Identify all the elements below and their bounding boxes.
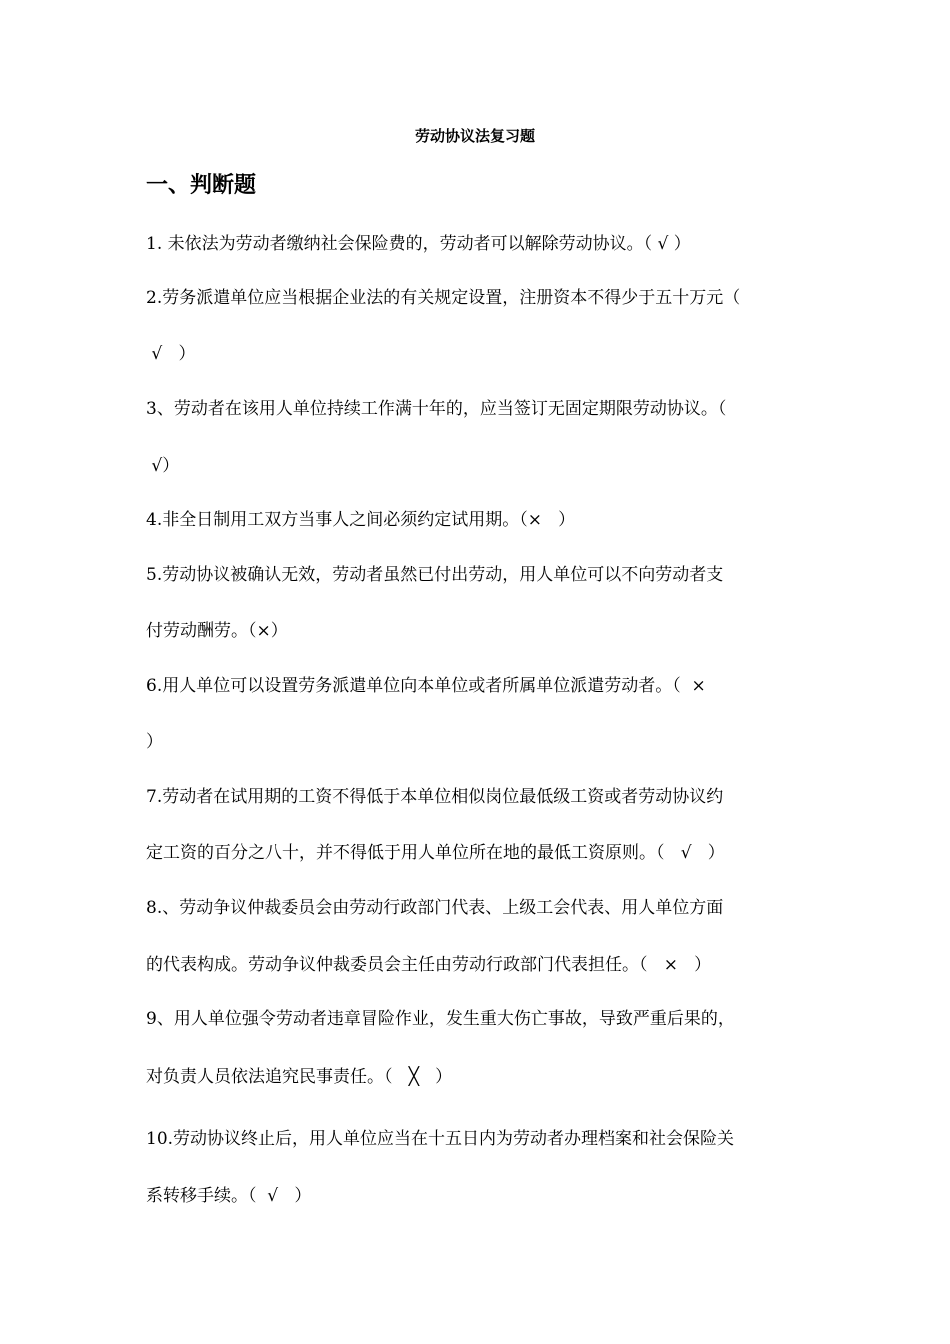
- question-8-line-2: 的代表构成。劳动争议仲裁委员会主任由劳动行政部门代表担任。（ × ）: [146, 955, 712, 975]
- question-3-line-1: 3、劳动者在该用人单位持续工作满十年的，应当签订无固定期限劳动协议。（: [146, 399, 727, 419]
- question-5-line-1: 5.劳动协议被确认无效，劳动者虽然已付出劳动，用人单位可以不向劳动者支: [146, 565, 724, 585]
- section-heading: 一、判断题: [146, 173, 257, 198]
- document-title: 劳动协议法复习题: [414, 127, 535, 145]
- question-6-line-1: 6.用人单位可以设置劳务派遣单位向本单位或者所属单位派遣劳动者。（ ×: [146, 676, 706, 696]
- question-2-line-2: √ ）: [146, 344, 196, 364]
- question-10-line-1: 10.劳动协议终止后，用人单位应当在十五日内为劳动者办理档案和社会保险关: [146, 1129, 735, 1149]
- question-7-line-1: 7.劳动者在试用期的工资不得低于本单位相似岗位最低级工资或者劳动协议约: [146, 787, 724, 807]
- question-7-line-2: 定工资的百分之八十，并不得低于用人单位所在地的最低工资原则。（ √ ）: [146, 843, 725, 863]
- question-1-line-1: 1. 未依法为劳动者缴纳社会保险费的，劳动者可以解除劳动协议。（ √ ）: [146, 234, 691, 254]
- question-10-line-2: 系转移手续。（ √ ）: [146, 1186, 312, 1206]
- question-3-line-2: √）: [146, 456, 180, 476]
- question-8-line-1: 8.、劳动争议仲裁委员会由劳动行政部门代表、上级工会代表、用人单位方面: [146, 898, 724, 918]
- question-4-line-1: 4.非全日制用工双方当事人之间必须约定试用期。（× ）: [146, 510, 576, 530]
- question-2-line-1: 2.劳务派遣单位应当根据企业法的有关规定设置，注册资本不得少于五十万元（: [146, 288, 741, 308]
- question-6-line-2: ）: [146, 732, 163, 752]
- question-9-line-1: 9、用人单位强令劳动者违章冒险作业，发生重大伤亡事故，导致严重后果的，: [146, 1009, 735, 1029]
- question-5-line-2: 付劳动酬劳。（×）: [146, 621, 288, 641]
- question-9-line-2: 对负责人员依法追究民事责任。（ ╳ ）: [146, 1067, 453, 1087]
